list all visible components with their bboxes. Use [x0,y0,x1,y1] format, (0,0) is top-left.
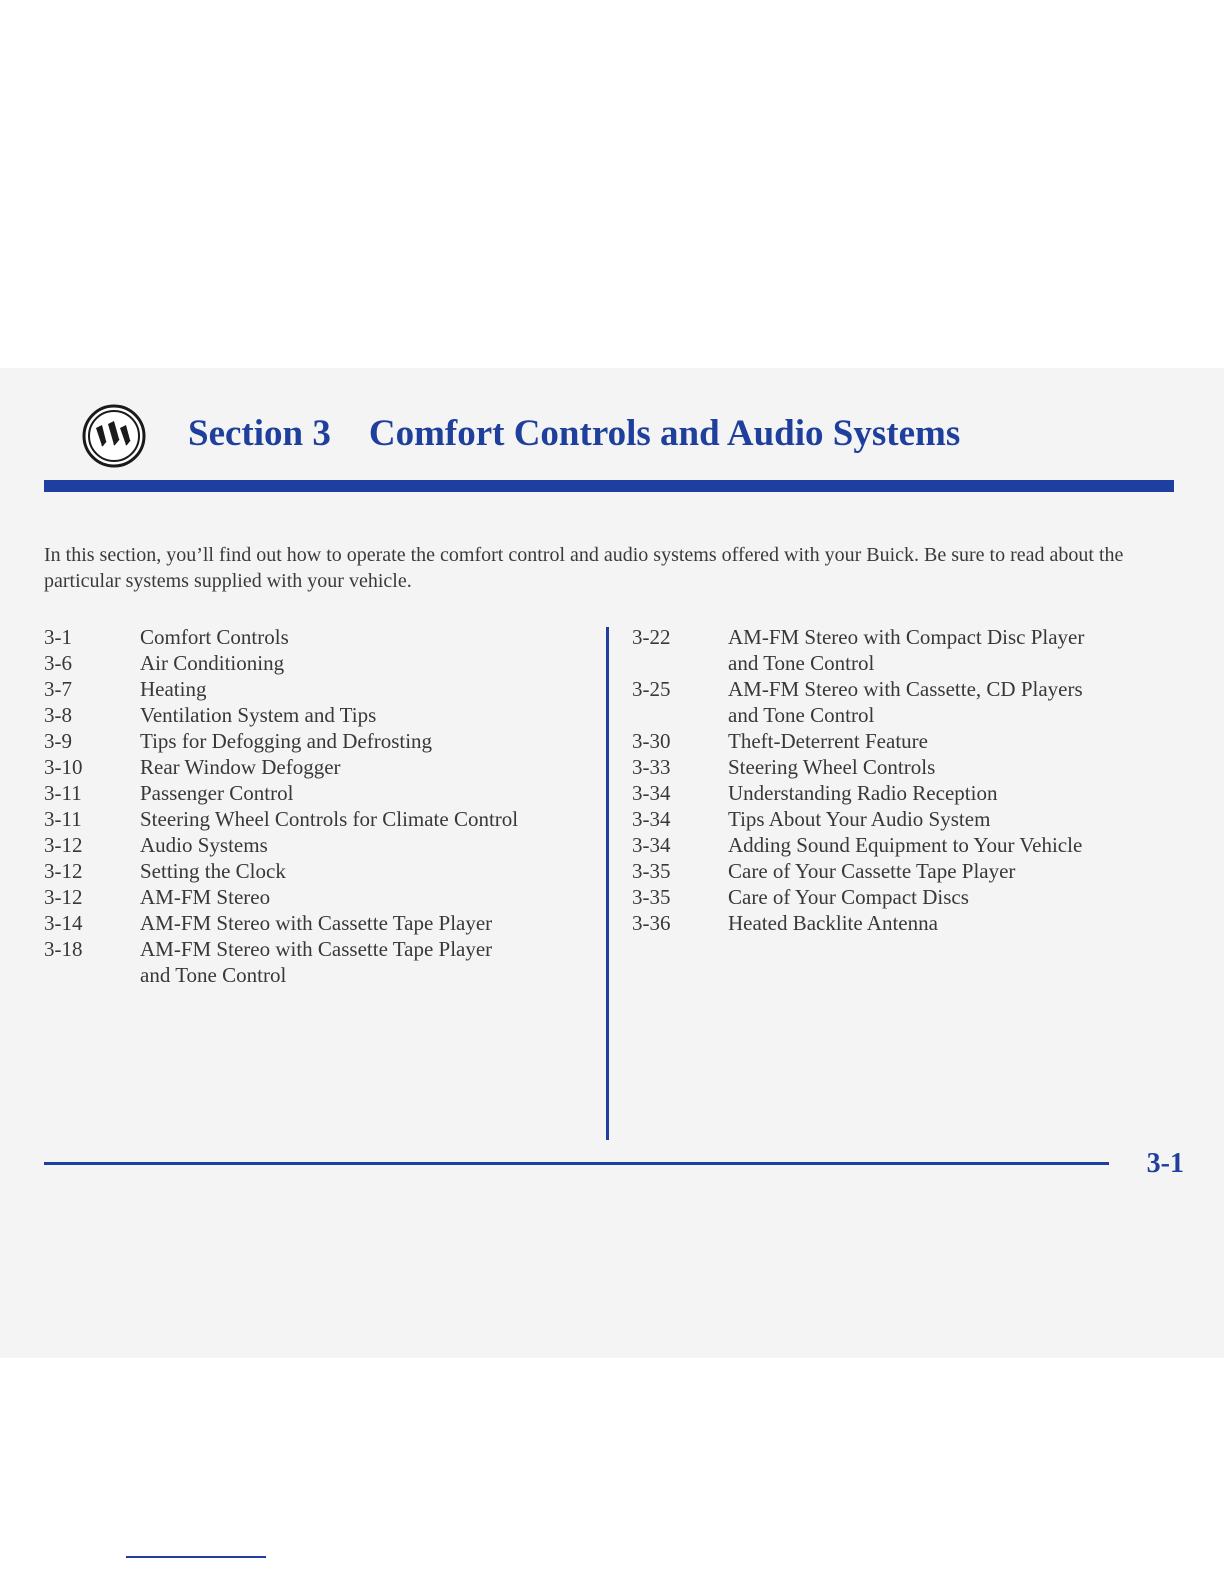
toc-title: Tips About Your Audio System [728,807,991,831]
bottom-rule [126,1556,266,1558]
toc-title [728,676,1192,728]
toc-entry[interactable] [632,910,1192,936]
toc-page: 3-22 [632,625,671,649]
footer-rule [44,1162,1109,1165]
toc-title: Ventilation System and Tips [140,703,377,727]
toc-page: 3-35 [632,885,671,909]
toc-title: Comfort Controls [140,625,289,649]
toc-title: Setting the Clock [140,859,286,883]
toc-page: 3-7 [44,677,72,701]
column-divider [606,627,609,1140]
toc-entry[interactable] [44,884,594,910]
toc-page: 3-8 [44,703,72,727]
toc-entry[interactable] [632,858,1192,884]
page-number: 3-1 [1146,1148,1184,1179]
toc-page: 3-18 [44,937,83,961]
toc-entry[interactable] [632,832,1192,858]
toc-title: Steering Wheel Controls for Climate Control [140,807,519,831]
toc-entry[interactable] [44,754,594,780]
toc-page: 3-1 [44,625,72,649]
toc-right-column [632,624,1192,936]
toc-page: 3-34 [632,807,671,831]
toc-page: 3-12 [44,859,83,883]
toc-title: Steering Wheel Controls [728,755,936,779]
toc-entry[interactable] [44,702,594,728]
toc-title: AM-FM Stereo with Cassette Tape Player [140,911,493,935]
toc-page: 3-35 [632,859,671,883]
toc-page: 3-12 [44,833,83,857]
toc-entry[interactable] [44,650,594,676]
toc-page: 3-11 [44,781,82,805]
toc-entry[interactable] [44,910,594,936]
toc-entry[interactable] [632,676,1192,728]
toc-page: 3-25 [632,677,671,701]
toc-title-line1: AM-FM Stereo with Compact Disc Player [728,625,1085,649]
toc-entry[interactable] [44,728,594,754]
toc-title-line2: and Tone Control [728,703,875,727]
toc-title: Understanding Radio Reception [728,781,998,805]
toc-entry[interactable] [44,936,594,988]
toc-page: 3-14 [44,911,83,935]
toc-entry[interactable] [44,624,594,650]
toc-title: Heating [140,677,207,701]
toc-page: 3-9 [44,729,72,753]
toc-title-line2: and Tone Control [140,963,287,987]
toc-title-line1: AM-FM Stereo with Cassette Tape Player [140,937,493,961]
toc-title [728,624,1192,676]
toc-title: Audio Systems [140,833,268,857]
toc-entry[interactable] [44,806,594,832]
toc-page: 3-6 [44,651,72,675]
toc-title: Heated Backlite Antenna [728,911,938,935]
toc-page: 3-30 [632,729,671,753]
buick-trishield-icon [82,404,146,468]
toc-title: Passenger Control [140,781,294,805]
toc-entry[interactable] [44,780,594,806]
toc-page: 3-36 [632,911,671,935]
toc-title: AM-FM Stereo [140,885,271,909]
toc-page: 3-34 [632,833,671,857]
toc-entry[interactable] [632,624,1192,676]
toc-entry[interactable] [632,754,1192,780]
toc-entry[interactable] [44,858,594,884]
toc-title: Tips for Defogging and Defrosting [140,729,433,753]
toc-entry[interactable] [632,884,1192,910]
toc-title: Rear Window Defogger [140,755,341,779]
toc-title-line2: and Tone Control [728,651,875,675]
toc-left-column [44,624,594,988]
toc-title: Care of Your Compact Discs [728,885,969,909]
toc-page: 3-33 [632,755,671,779]
intro-paragraph: In this section, you’ll find out how to operate the comfort control and audio systems offered with your Buick. Be sure to read about the particular systems supplied with your vehicle. [44,544,1124,592]
toc-entry[interactable] [44,676,594,702]
header-rule [44,480,1174,492]
toc-title-line1: AM-FM Stereo with Cassette, CD Players [728,677,1083,701]
section-label: Section 3 [188,413,331,454]
toc-title: Theft-Deterrent Feature [728,729,928,753]
toc-title: Adding Sound Equipment to Your Vehicle [728,833,1083,857]
toc-entry[interactable] [44,832,594,858]
toc-title [140,936,594,988]
toc-page: 3-34 [632,781,671,805]
toc-page: 3-10 [44,755,83,779]
toc-entry[interactable] [632,806,1192,832]
toc-page: 3-11 [44,807,82,831]
toc-title: Air Conditioning [140,651,285,675]
section-title: Comfort Controls and Audio Systems [368,413,961,454]
toc-page: 3-12 [44,885,83,909]
section-heading [188,404,960,464]
toc-entry[interactable] [632,780,1192,806]
toc-entry[interactable] [632,728,1192,754]
toc-title: Care of Your Cassette Tape Player [728,859,1016,883]
